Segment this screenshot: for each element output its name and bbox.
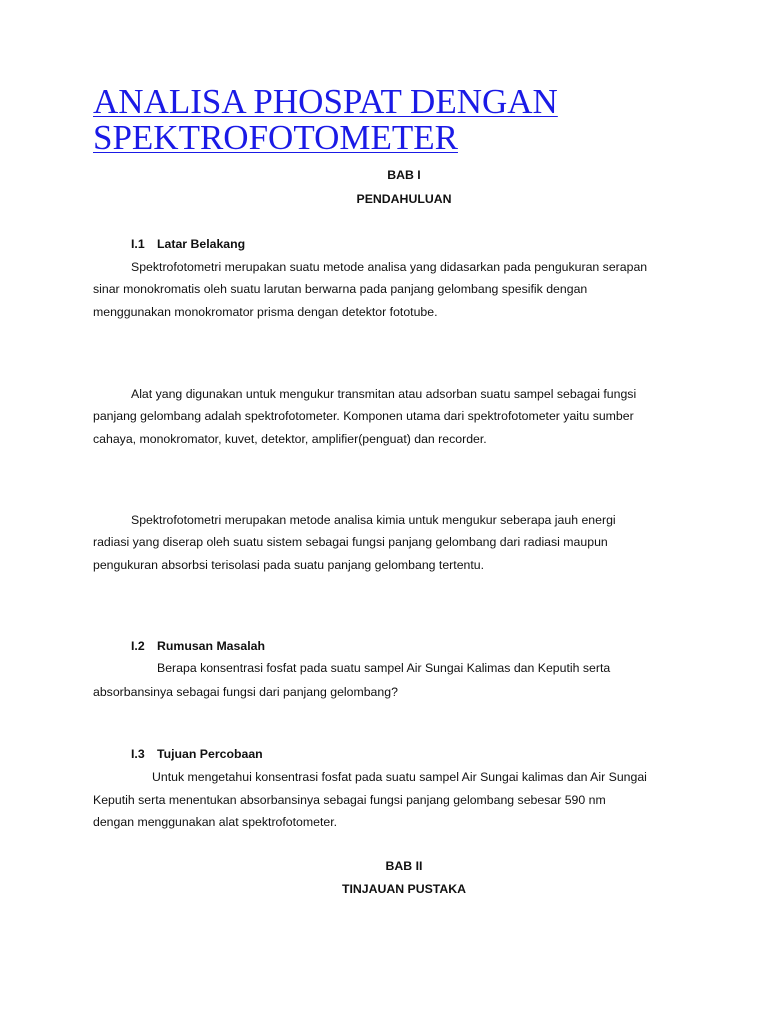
paragraph-line: sinar monokromatis oleh suatu larutan berwarna pada panjang gelombang spesifik dengan	[93, 282, 588, 296]
chapter-subheading-tinjauan-pustaka: TINJAUAN PUSTAKA	[341, 882, 467, 896]
section-title-rumusan-masalah: Rumusan Masalah	[157, 639, 265, 653]
paragraph-line: absorbansinya sebagai fungsi dari panjang gelombang?	[93, 685, 398, 699]
section-title-tujuan-percobaan: Tujuan Percobaan	[157, 747, 263, 761]
paragraph-line: panjang gelombang adalah spektrofotometer. Komponen utama dari spektrofotometer yaitu sumber	[93, 409, 634, 423]
section-number-1-3: I.3	[131, 747, 145, 761]
paragraph-line: menggunakan monokromator prisma dengan detektor fototube.	[93, 305, 438, 319]
section-title-latar-belakang: Latar Belakang	[157, 237, 246, 251]
paragraph-line: Berapa konsentrasi fosfat pada suatu sampel Air Sungai Kalimas dan Keputih serta	[157, 661, 611, 675]
paragraph-line: Spektrofotometri merupakan suatu metode analisa yang didasarkan pada pengukuran serapan	[131, 260, 648, 274]
title-line-2[interactable]: SPEKTROFOTOMETER	[93, 118, 458, 157]
paragraph-line: radiasi yang diserap oleh suatu sistem sebagai fungsi panjang gelombang dari radiasi maupun	[93, 535, 608, 549]
paragraph-line: pengukuran absorbsi terisolasi pada suatu panjang gelombang tertentu.	[93, 558, 485, 572]
chapter-heading-bab-1: BAB I	[387, 168, 421, 182]
paragraph-line: Untuk mengetahui konsentrasi fosfat pada suatu sampel Air Sungai kalimas dan Air Sungai	[152, 770, 647, 784]
chapter-heading-bab-2: BAB II	[385, 859, 423, 873]
chapter-subheading-pendahuluan: PENDAHULUAN	[356, 192, 452, 206]
document-title-link[interactable]	[93, 84, 713, 156]
paragraph-line: Spektrofotometri merupakan metode analisa kimia untuk mengukur seberapa jauh energi	[131, 513, 616, 527]
title-line-1[interactable]: ANALISA PHOSPAT DENGAN	[93, 82, 558, 121]
paragraph-line: Alat yang digunakan untuk mengukur transmitan atau adsorban suatu sampel sebagai fungsi	[131, 387, 637, 401]
paragraph-line: cahaya, monokromator, kuvet, detektor, amplifier(penguat) dan recorder.	[93, 432, 487, 446]
section-number-1-2: I.2	[131, 639, 145, 653]
section-number-1-1: I.1	[131, 237, 145, 251]
paragraph-line: dengan menggunakan alat spektrofotometer.	[93, 815, 338, 829]
paragraph-line: Keputih serta menentukan absorbansinya sebagai fungsi panjang gelombang sebesar 590 nm	[93, 793, 606, 807]
